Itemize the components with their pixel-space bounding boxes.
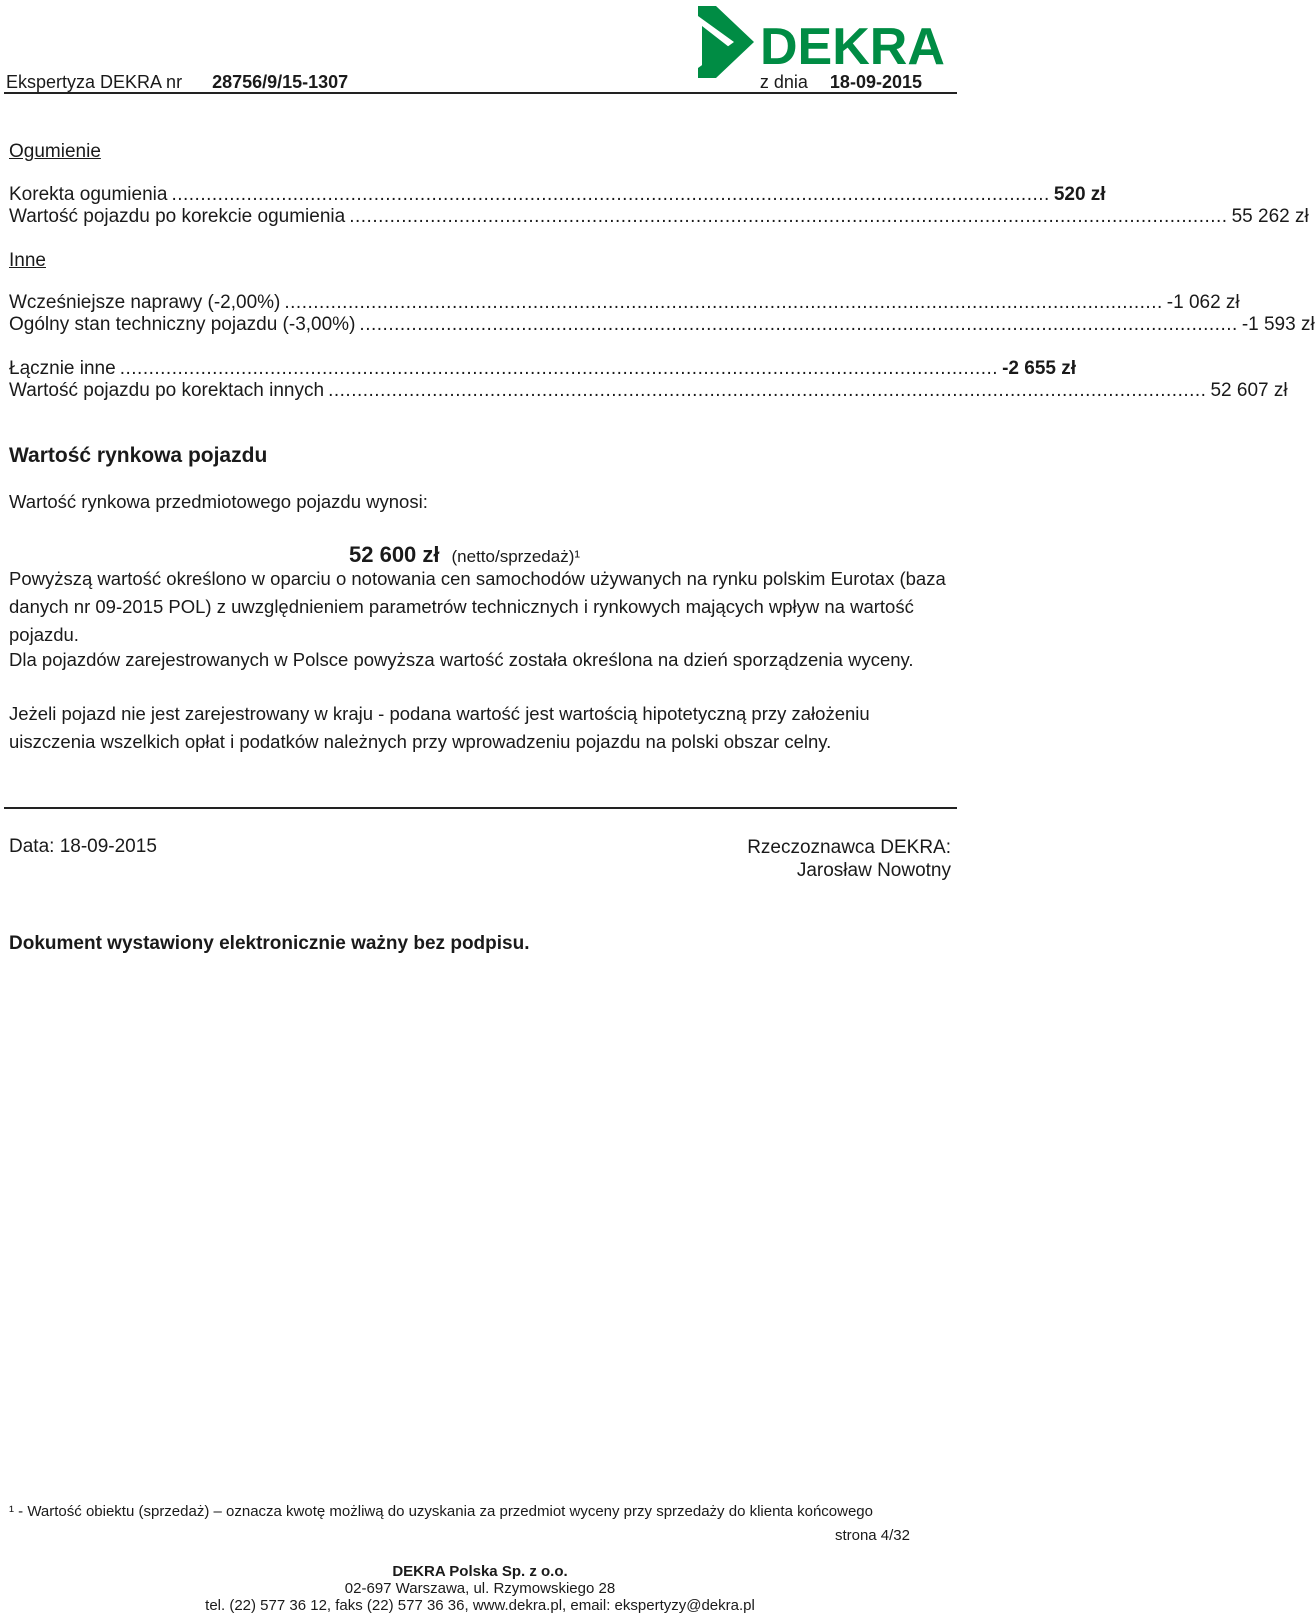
doc-number: 28756/9/15-1307 xyxy=(212,72,349,92)
header-divider xyxy=(4,92,957,94)
valuation-basis-paragraph: Powyższą wartość określono w oparciu o notowania cen samochodów używanych na rynku polskim Eurotax (baza danych nr 09-2015 POL) z uwzględnieniem parametrów technicznych i rynkowych mających wpływ na wartość pojazdu. xyxy=(9,568,946,645)
market-value-note: (netto/sprzedaż)¹ xyxy=(451,547,581,566)
market-value-title: Wartość rynkowa pojazdu xyxy=(9,444,268,467)
expert-signature xyxy=(747,836,951,882)
electronic-document-note: Dokument wystawiony elektronicznie ważny bez podpisu. xyxy=(9,933,530,954)
footer-contact: tel. (22) 577 36 12, faks (22) 577 36 36, www.dekra.pl, email: ekspertyzy@dekra.pl xyxy=(205,1597,755,1614)
expert-name: Jarosław Nowotny xyxy=(796,860,951,881)
page-number: strona 4/32 xyxy=(834,1527,910,1544)
tires-correction-row: Korekta ogumienia ........................................................................................................................................................ 520 zł xyxy=(9,184,1106,205)
document-header xyxy=(6,72,957,93)
footer-company: DEKRA Polska Sp. z o.o. xyxy=(392,1563,568,1580)
footer-address: 02-697 Warszawa, ul. Rzymowskiego 28 xyxy=(344,1580,616,1597)
value-after-other-row: Wartość pojazdu po korektach innych ........................................................................................................................................................ 52 607 zł xyxy=(9,380,1288,401)
date-value: 18-09-2015 xyxy=(829,72,922,92)
other-total-row: Łącznie inne ........................................................................................................................................................ -2 655 zł xyxy=(9,358,1077,379)
doc-label: Ekspertyza DEKRA nr xyxy=(6,72,183,92)
footnote: ¹ - Wartość obiektu (sprzedaż) – oznacza kwotę możliwą do uzyskania za przedmiot wyceny przy sprzedaży do klienta końcowego xyxy=(9,1503,873,1520)
hypothetical-value-paragraph: Jeżeli pojazd nie jest zarejestrowany w kraju - podana wartość jest wartością hipotetyczną przy założeniu uiszczenia wszelkich opłat i podatków należnych przy wprowadzeniu pojazdu na polski obszar celny. xyxy=(9,703,870,752)
logo-text: DEKRA xyxy=(760,18,945,76)
value-after-tires-row: Wartość pojazdu po korekcie ogumienia ........................................................................................................................................................ 55 262 zł xyxy=(9,206,1309,227)
technical-condition-row: Ogólny stan techniczny pojazdu (-3,00%) ........................................................................................................................................................ -1 593 zł xyxy=(9,314,1315,335)
dekra-logo xyxy=(698,6,956,80)
registration-paragraph: Dla pojazdów zarejestrowanych w Polsce powyższa wartość została określona na dzień sporządzenia wyceny. xyxy=(9,649,914,670)
section-divider xyxy=(4,807,957,809)
previous-repairs-row: Wcześniejsze naprawy (-2,00%) ........................................................................................................................................................ -1 062 zł xyxy=(9,292,1240,313)
expert-role: Rzeczoznawca DEKRA: xyxy=(747,837,951,858)
other-section-title: Inne xyxy=(9,250,46,271)
date-label: z dnia xyxy=(759,72,808,92)
tires-section-title: Ogumienie xyxy=(9,141,101,162)
report-date: Data: 18-09-2015 xyxy=(9,836,157,857)
market-value: 52 600 zł xyxy=(349,542,440,567)
market-value-intro: Wartość rynkowa przedmiotowego pojazdu wynosi: xyxy=(9,491,428,512)
